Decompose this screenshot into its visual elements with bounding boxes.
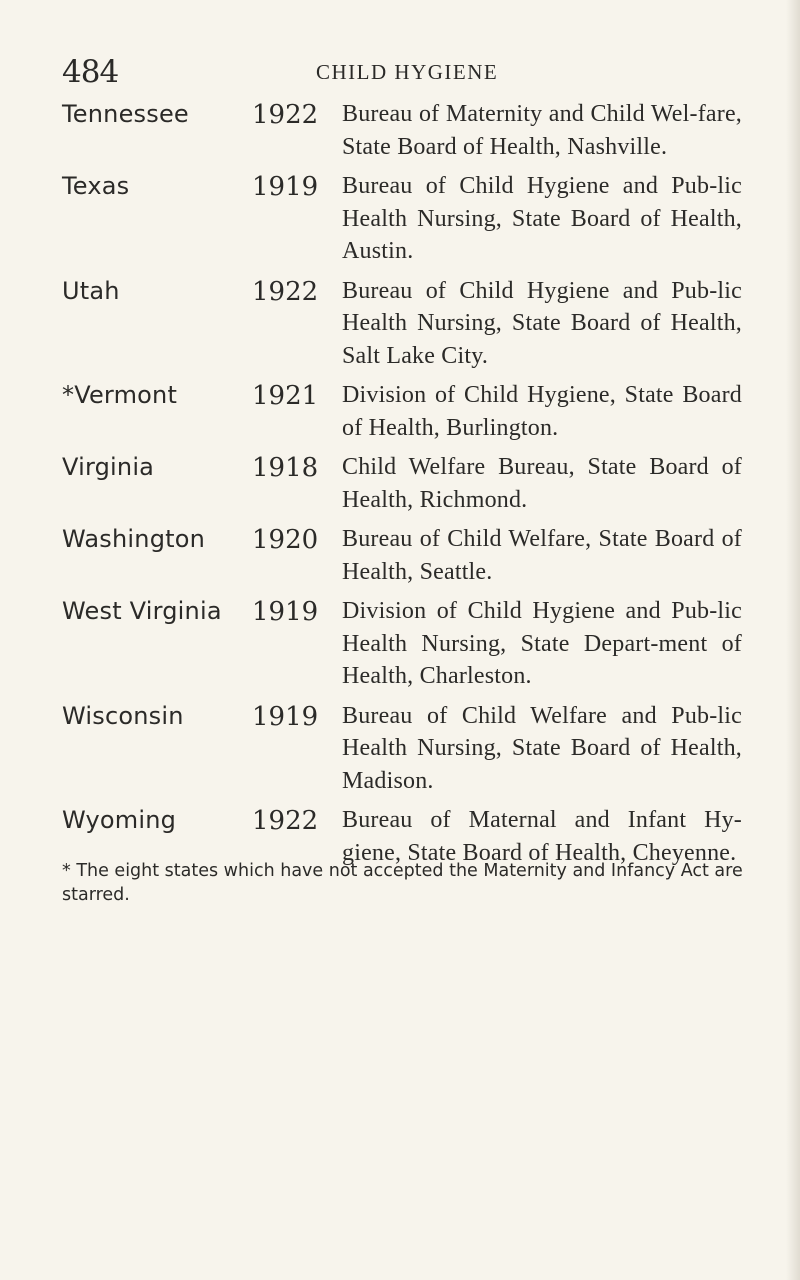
year: 1922 <box>252 276 319 307</box>
page-header <box>62 54 742 94</box>
list-item <box>62 170 752 268</box>
year: 1919 <box>252 597 319 627</box>
state-name: Washington <box>62 525 206 553</box>
state-name: Wyoming <box>62 806 177 834</box>
list-item <box>62 98 752 163</box>
year: 1922 <box>252 100 319 130</box>
state-name: Utah <box>62 276 120 305</box>
state-name: West Virginia <box>62 597 222 625</box>
agency-description: Division of Child Hygiene and Pub-lic Health Nursing, State Depart-ment of Health, Charleston. <box>342 598 742 689</box>
year: 1920 <box>252 525 319 555</box>
year: 1919 <box>252 172 319 202</box>
agency-description: Bureau of Child Hygiene and Pub-lic Health Nursing, State Board of Health, Austin. <box>342 173 742 264</box>
state-name: Wisconsin <box>62 701 184 730</box>
state-name: Tennessee <box>62 100 189 128</box>
agency-description: Child Welfare Bureau, State Board of Health, Richmond. <box>342 454 742 513</box>
state-agency-list <box>62 98 752 876</box>
state-name: Texas <box>62 172 130 200</box>
page-edge-shadow <box>786 0 800 1280</box>
list-item <box>62 379 752 444</box>
year: 1922 <box>252 806 319 836</box>
state-name: *Vermont <box>62 381 178 409</box>
agency-description: Bureau of Maternal and Infant Hy-giene, State Board of Health, Cheyenne. <box>342 807 742 866</box>
agency-description: Bureau of Child Welfare and Pub-lic Health Nursing, State Board of Health, Madison. <box>342 702 742 794</box>
page-number: 484 <box>62 54 119 90</box>
list-item <box>62 275 752 373</box>
year: 1919 <box>252 701 319 732</box>
agency-description: Bureau of Child Welfare, State Board of Health, Seattle. <box>342 526 742 585</box>
list-item <box>62 700 752 798</box>
list-item <box>62 595 752 693</box>
year: 1921 <box>252 381 319 411</box>
list-item <box>62 451 752 516</box>
footnote: * The eight states which have not accepted the Maternity and Infancy Act are starred. <box>62 861 743 905</box>
running-title: CHILD HYGIENE <box>316 60 499 84</box>
state-name: Virginia <box>62 453 155 481</box>
list-item <box>62 523 752 588</box>
agency-description: Division of Child Hygiene, State Board of Health, Burlington. <box>342 382 742 441</box>
agency-description: Bureau of Child Hygiene and Pub-lic Health Nursing, State Board of Health, Salt Lake City. <box>342 277 742 369</box>
year: 1918 <box>252 453 319 483</box>
agency-description: Bureau of Maternity and Child Wel-fare, State Board of Health, Nashville. <box>342 101 742 160</box>
